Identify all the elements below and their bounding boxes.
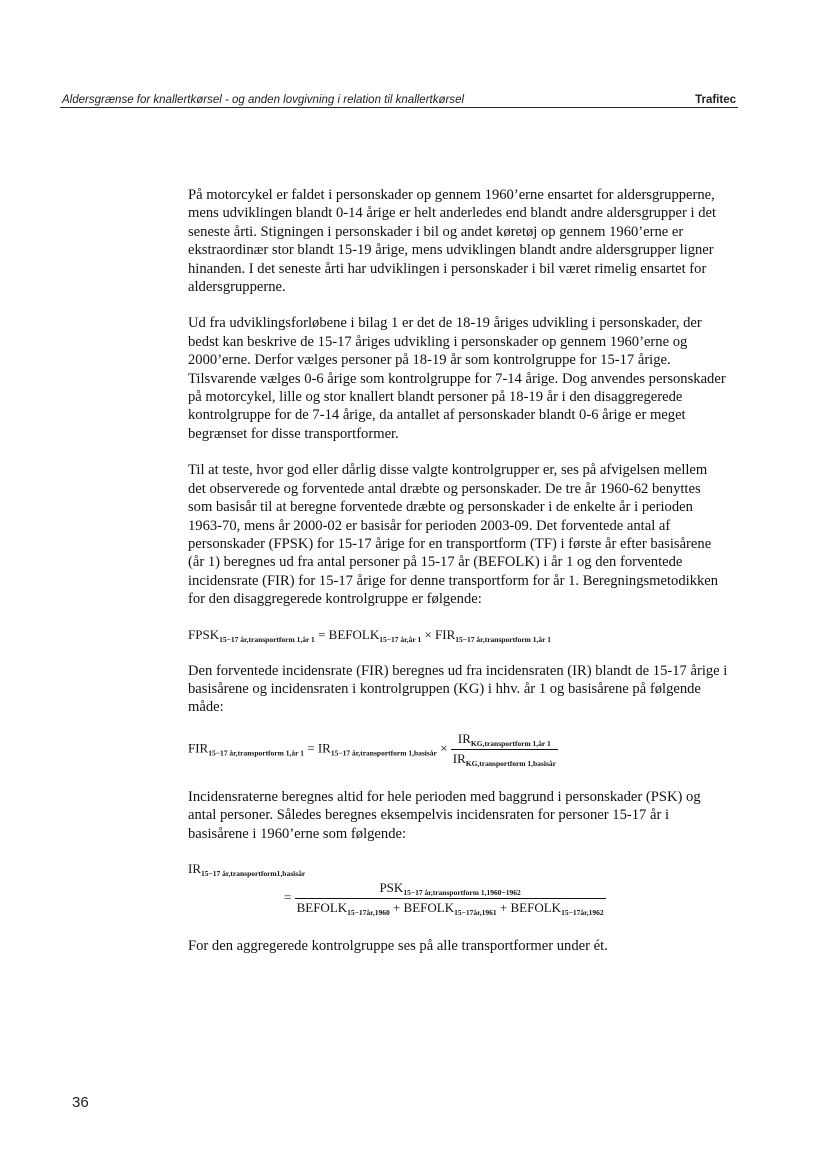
fraction-numerator: [451, 731, 558, 750]
formula-operator: +: [392, 899, 401, 915]
formula-term: BEFOLK: [403, 899, 455, 915]
formula-subscript: 15−17 år,transportform 1,år 1: [455, 634, 552, 644]
fraction-denominator: [295, 899, 606, 917]
page-header: [60, 89, 738, 108]
formula-subscript: 15−17år,1961: [454, 907, 497, 917]
formula-operator: =: [318, 626, 326, 642]
formula-operator: =: [307, 740, 315, 756]
document-body: [188, 186, 728, 955]
page-number: 36: [72, 1094, 89, 1111]
formula-term: FIR: [435, 626, 456, 642]
paragraph-3: Til at teste, hvor god eller dårlig disse valgte kontrolgrupper er, ses på afvigelsen mellem det observerede og forventede antal dræbte og personskader. De tre år 1960-62 benyttes som basisår til at beregne forventede dræbte og personskader i de enkelte år i perioden 1963-70, mens år 2000-02 er basisår for perioden 2003-09. Det forventede antal af personskader (FPSK) for 15-17 årige for en transportform (TF) i første år efter basisårene (år 1) beregnes ud fra antal personer på 15-17 år (BEFOLK) i år 1 og den forventede incidensrate (FIR) for 15-17 årige for denne transportform for år 1. Beregningsmetodikken for den disaggregerede kontrolgruppe er følgende:: [188, 462, 719, 608]
formula-fraction: [451, 731, 558, 768]
formula-subscript: 15−17 år,transportform 1,basisår: [330, 748, 437, 758]
formula-term: PSK: [379, 879, 404, 895]
formula-term: FIR: [188, 740, 209, 756]
fraction-denominator: [451, 750, 558, 768]
formula-subscript: 15−17 år,transportform1,basisår: [201, 868, 306, 878]
formula-subscript: KG,transportform 1,år 1: [470, 738, 551, 748]
formula-operator: =: [284, 889, 292, 905]
formula-term: IR: [452, 750, 466, 766]
formula-term: IR: [317, 740, 331, 756]
paragraph-2: Ud fra udviklingsforløbene i bilag 1 er det de 18-19 åriges udvikling i personskader, der bedst kan beskrive de 15-17 åriges udvikling i personskader op gennem 1960’erne og 2000’erne. Derfor vælges personer på 18-19 år som kontrolgruppe for 15-17 årige. Tilsvarende vælges 0-6 årige som kontrolgruppe for 7-14 årige. Dog anvendes personskader på motorcykel, lille og stor knallert blandt personer på 18-19 år i den disaggregerede kontrolgruppe for de 7-14 årige, da antallet af personskader blandt 0-6 årige er meget begrænset for disse transportformer.: [188, 315, 726, 442]
paragraph-1: På motorcykel er faldet i personskader op gennem 1960’erne ensartet for aldersgrupperne, mens udviklingen blandt 0-14 årige er helt anderledes end blandt andre aldersgrupper i det seneste årti. Stigningen i personskader i bil og andet køretøj op gennem 1960’erne er ekstraordinær stor blandt 15-19 årige, mens udviklingen blandt andre aldersgrupper ligner hinanden. I det seneste årti har udviklingen i personskader i bil været rimelig ensartet for aldersgrupperne.: [188, 187, 717, 296]
formula-subscript: 15−17 år,år 1: [379, 634, 422, 644]
formula-subscript: 15−17år,1960: [347, 907, 390, 917]
formula-operator: ×: [440, 740, 448, 756]
formula-ir-rhs: [284, 880, 728, 917]
formula-subscript: KG,transportform 1,basisår: [465, 758, 556, 768]
header-title: Aldersgrænse for knallertkørsel - og anden lovgivning i relation til knallertkørsel: [62, 94, 465, 106]
formula-operator: +: [499, 899, 508, 915]
formula-term: BEFOLK: [328, 626, 380, 642]
formula-term: BEFOLK: [296, 899, 348, 915]
header-brand: Trafitec: [695, 94, 736, 106]
paragraph-4: Den forventede incidensrate (FIR) beregnes ud fra incidensraten (IR) blandt de 15-17 årige i basisårene og incidensraten i kontrolgruppen (KG) i hhv. år 1 og basisårene på følgende måde:: [188, 662, 728, 716]
formula-term: IR: [457, 730, 471, 746]
formula-operator: ×: [424, 626, 432, 642]
formula-term: FPSK: [188, 626, 220, 642]
formula-subscript: 15−17 år,transportform 1,1960−1962: [403, 887, 521, 897]
formula-fir: [188, 731, 728, 768]
formula-ir-lhs: [188, 861, 728, 878]
formula-term: BEFOLK: [510, 899, 562, 915]
formula-subscript: 15−17 år,transportform 1,år 1: [219, 634, 315, 644]
paragraph-6: For den aggregerede kontrolgruppe ses på alle transportformer under ét.: [188, 937, 608, 954]
paragraph-5: Incidensraterne beregnes altid for hele perioden med baggrund i personskader (PSK) og antal personer. Således beregnes eksempelvis incidensraten for personer 15-17 år i basisårene i 1960’erne som følgende:: [188, 788, 701, 842]
formula-ir: [188, 861, 728, 917]
formula-subscript: 15−17år,1962: [561, 907, 604, 917]
formula-term: IR: [188, 860, 201, 876]
formula-subscript: 15−17 år,transportform 1,år 1: [208, 748, 304, 758]
fraction-numerator: [295, 880, 606, 899]
formula-fraction: [295, 880, 606, 917]
formula-fpsk: [188, 627, 728, 644]
